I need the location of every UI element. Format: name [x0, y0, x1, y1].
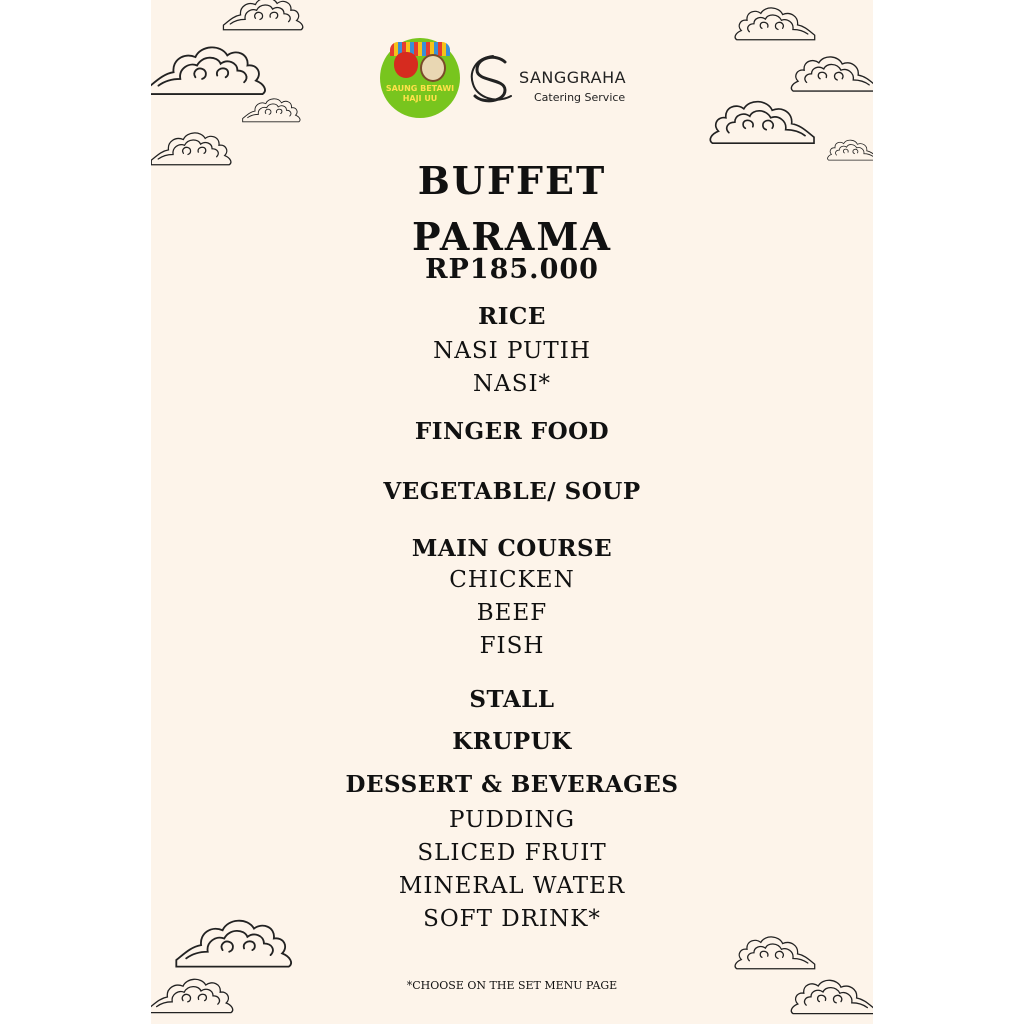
menu-item: NASI PUTIH [433, 338, 591, 364]
section-heading-finger-food: FINGER FOOD [414, 418, 610, 445]
section-heading-stall: STALL [469, 686, 555, 713]
menu-item: CHICKEN [449, 567, 575, 593]
section-heading-rice: RICE [478, 303, 546, 330]
menu-item: PUDDING [449, 807, 575, 833]
menu-item: NASI* [472, 371, 552, 397]
menu-title-line1: BUFFET [417, 158, 607, 203]
menu-item: SOFT DRINK* [423, 906, 601, 932]
partner-logo-line2: HAJI UU [402, 94, 438, 103]
section-heading-vegetable-soup: VEGETABLE/ SOUP [383, 478, 641, 505]
brand-name: SANGGRAHA [519, 68, 627, 87]
section-heading-krupuk: KRUPUK [452, 728, 572, 755]
brand-tagline: Catering Service [534, 91, 626, 104]
menu-item: FISH [479, 633, 545, 659]
saung-betawi-logo [380, 38, 460, 118]
section-heading-main-course: MAIN COURSE [411, 535, 613, 562]
ondel-ondel-red-face-icon [394, 52, 418, 78]
menu-item: MINERAL WATER [398, 873, 626, 899]
menu-item: BEEF [476, 600, 548, 626]
sanggraha-s-logo-icon [467, 52, 517, 106]
partner-logo-line1: SAUNG BETAWI [385, 84, 455, 93]
menu-footnote: *CHOOSE ON THE SET MENU PAGE [406, 979, 618, 992]
cloud-decoration-icon [151, 964, 237, 1024]
menu-item: SLICED FRUIT [417, 840, 607, 866]
ondel-ondel-white-face-icon [420, 54, 446, 82]
section-heading-dessert-beverages: DESSERT & BEVERAGES [345, 771, 679, 798]
cloud-decoration-icon [787, 966, 873, 1024]
menu-page [151, 0, 873, 1024]
cloud-decoration-icon [705, 92, 817, 148]
cloud-decoration-icon [241, 92, 303, 126]
menu-price: RP185.000 [425, 254, 599, 285]
menu-title-line2: PARAMA [412, 214, 612, 259]
